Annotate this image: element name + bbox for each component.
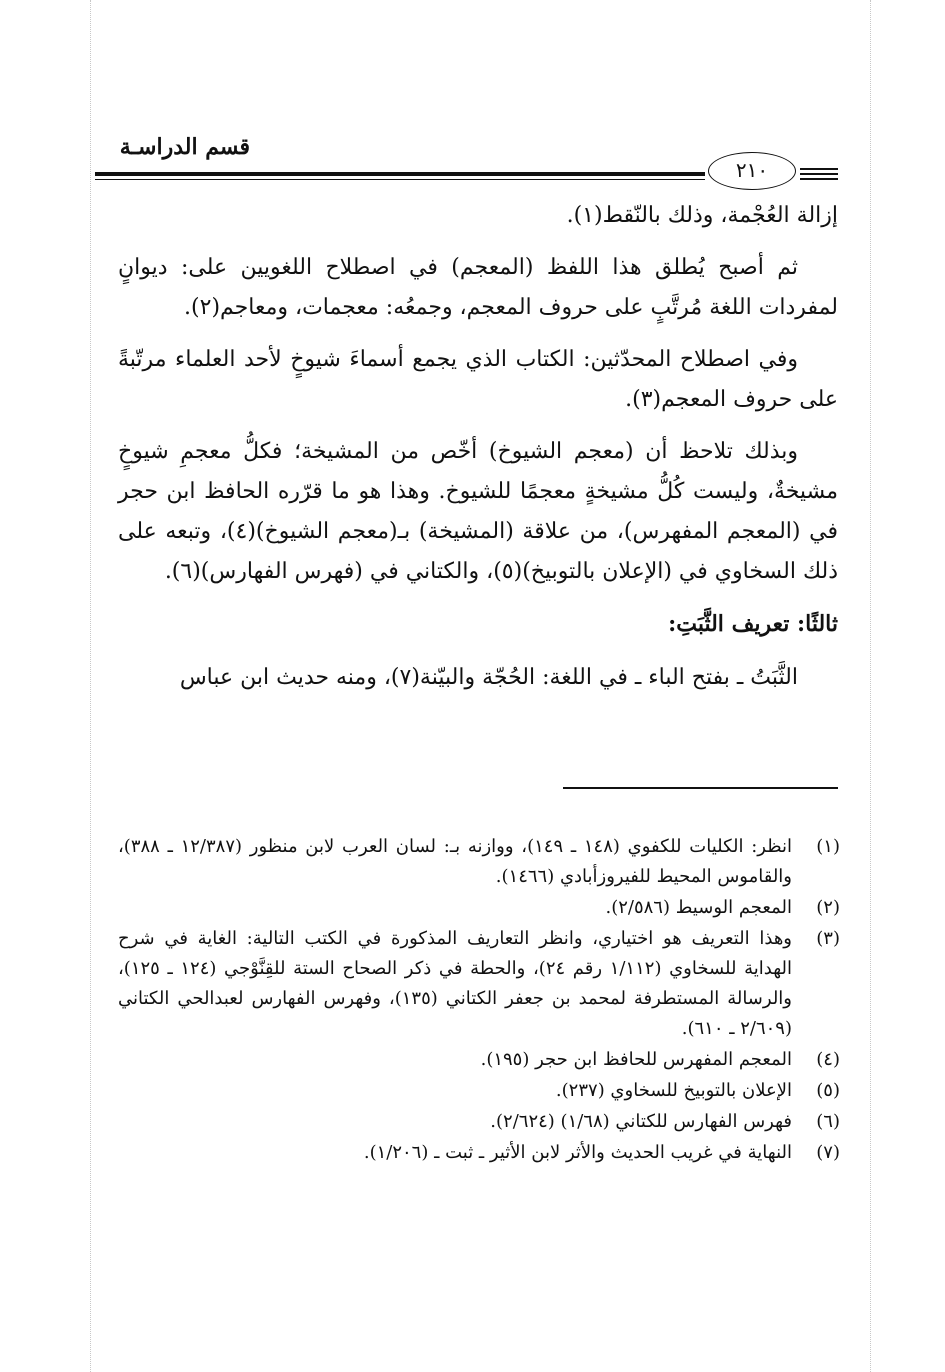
footnote-text: المعجم المفهرس للحافظ ابن حجر (١٩٥). <box>480 1049 792 1070</box>
footnotes <box>118 832 840 1169</box>
footnote-text: المعجم الوسيط (٢/٥٨٦). <box>605 897 792 918</box>
footnote-text: الإعلان بالتوبيخ للسخاوي (٢٣٧). <box>555 1080 792 1101</box>
paragraph-comparison: وبذلك تلاحظ أن (معجم الشيوخ) أخّص من المشيخة؛ فكلُّ معجمِ شيوخٍ مشيخةٌ، وليست كُلُّ مشيخةٍ معجمًا للشيوخ. وهذا هو ما قرّره الحافظ ابن حجر في (المعجم المفهرس)، من علاقة (المشيخة) بـ(معجم الشيوخ)(٤)، وتبعه على ذلك السخاوي في (الإعلان بالتوبيخ)(٥)، والكتاني في (فهرس الفهارس)(٦). <box>118 439 838 584</box>
footnote-item <box>118 1076 840 1106</box>
footnote-item <box>118 832 840 892</box>
header-rule-thin <box>95 179 705 180</box>
footnote-text: وهذا التعريف هو اختياري، وانظر التعاريف المذكورة في الكتب التالية: الغاية في شرح الهداية للسخاوي (١/١١٢ رقم ٢٤)، والحطة في ذكر الصحاح الستة للقِنَّوْجي (١٢٤ ـ ١٢٥)، والرسالة المستطرفة لمحمد بن جعفر الكتاني (١٣٥)، وفهرس الفهارس لعبدالحي الكتاني (٢/٦٠٩ ـ ٦١٠). <box>118 928 793 1039</box>
footnote-number: (٧) <box>816 1142 840 1163</box>
scan-artifact-line <box>90 0 91 1372</box>
footnote-separator <box>563 787 838 789</box>
scan-artifact-line <box>870 0 871 1372</box>
footnote-number: (٢) <box>816 897 840 918</box>
footnote-item <box>118 1045 840 1075</box>
header-rule-thick <box>95 172 705 176</box>
footnote-text: انظر: الكليات للكفوي (١٤٨ ـ ١٤٩)، ووازنه بـ: لسان العرب لابن منظور (١٢/٣٨٧ ـ ٣٨٨)، والقاموس المحيط للفيروزأبادي (١٤٦٦). <box>118 836 793 887</box>
page-number: ٢١٠ <box>708 152 796 190</box>
paragraph-lexical-definition: ثم أصبح يُطلق هذا اللفظ (المعجم) في اصطلاح اللغويين على: ديوانٍ لمفردات اللغة مُرتَّبٍ على حروف المعجم، وجمعُه: معجمات، ومعاجم(٢). <box>118 255 838 320</box>
footnote-item <box>118 1138 840 1168</box>
footnote-text: فهرس الفهارس للكتاني (١/٦٨) (٢/٦٢٤). <box>490 1111 792 1132</box>
paragraph-hadith-definition: وفي اصطلاح المحدّثين: الكتاب الذي يجمع أسماءَ شيوخٍ لأحد العلماء مرتّبةً على حروف المعجم(٣). <box>118 347 838 412</box>
footnote-text: النهاية في غريب الحديث والأثر لابن الأثير ـ ثبت ـ (١/٢٠٦). <box>363 1142 792 1163</box>
paragraph-continuation: إزالة العُجْمة، وذلك بالنّقط(١). <box>566 203 838 228</box>
section-title: قسم الدراسـة <box>119 134 250 160</box>
footnote-item <box>118 924 840 1044</box>
page-header <box>95 130 840 190</box>
footnote-number: (١) <box>816 836 840 857</box>
footnote-number: (٤) <box>816 1049 840 1070</box>
header-ornament <box>800 168 838 183</box>
footnote-number: (٥) <box>816 1080 840 1101</box>
main-text <box>118 196 838 710</box>
paragraph-thabat: الثَّبَتُ ـ بفتح الباء ـ في اللغة: الحُجّة والبيّنة(٧)، ومنه حديث ابن عباس <box>179 665 798 690</box>
footnote-number: (٣) <box>816 928 840 949</box>
section-heading: ثالثًا: تعريف الثَّبَتِ: <box>668 611 838 637</box>
footnote-number: (٦) <box>816 1111 840 1132</box>
footnote-item <box>118 893 840 923</box>
footnote-item <box>118 1107 840 1137</box>
